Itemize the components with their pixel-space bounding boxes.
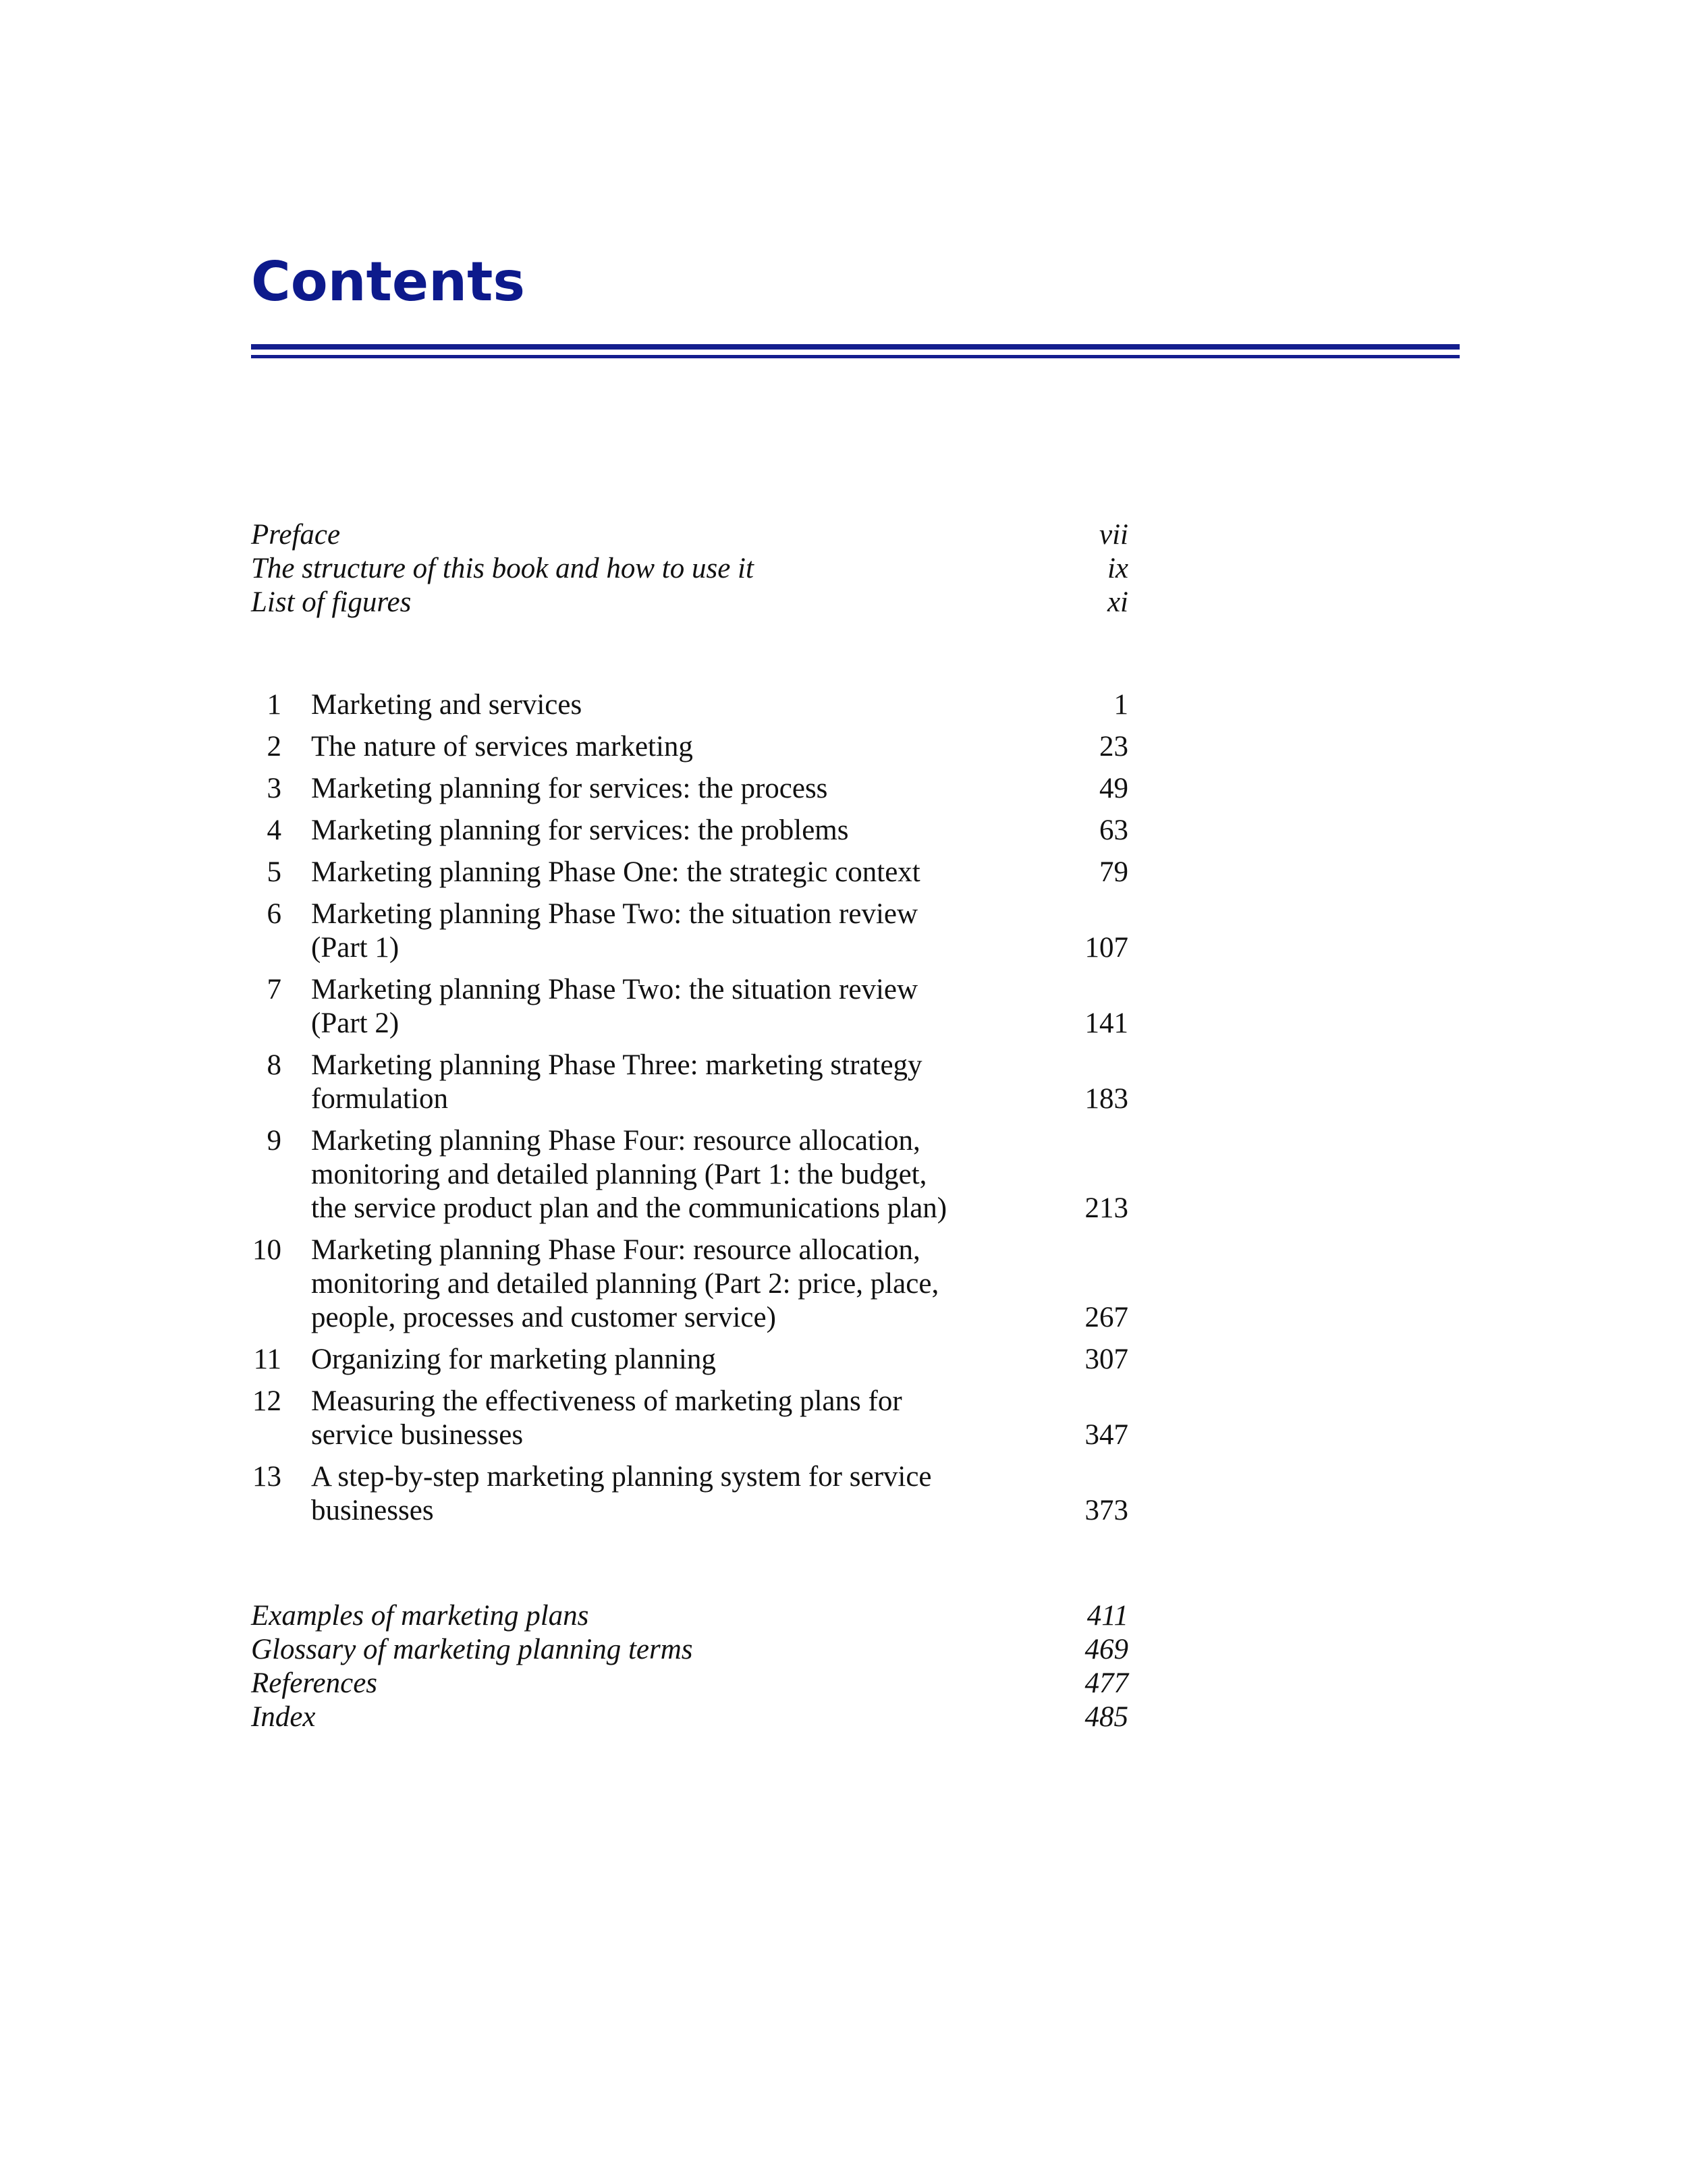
toc-entry-page: 485	[1084, 1701, 1128, 1733]
chapter-number: 1	[267, 689, 281, 721]
chapter-page: 373	[1084, 1495, 1128, 1526]
chapter-title-line: people, processes and customer service)	[311, 1302, 776, 1333]
chapter-number: 8	[267, 1049, 281, 1081]
chapter-number: 2	[267, 731, 281, 763]
chapter-title	[311, 897, 999, 965]
toc-chapter-entry[interactable]	[251, 1124, 1128, 1225]
chapter-page: 183	[1084, 1083, 1128, 1115]
chapter-title-line: monitoring and detailed planning (Part 2: price, place,	[311, 1268, 939, 1300]
toc-entry-preface[interactable]	[251, 518, 1128, 552]
chapter-title-line: Marketing planning Phase Three: marketing strategy	[311, 1049, 922, 1081]
chapter-title	[311, 730, 999, 764]
toc-entry-references[interactable]	[251, 1667, 1128, 1700]
chapter-title-line: Marketing planning for services: the problems	[311, 814, 849, 846]
chapter-title	[311, 1124, 999, 1225]
toc-entry-examples[interactable]	[251, 1599, 1128, 1633]
chapter-number: 5	[267, 856, 281, 888]
chapter-number: 4	[267, 814, 281, 846]
chapter-title-line: Marketing and services	[311, 689, 582, 721]
toc-chapter-entry[interactable]	[251, 688, 1128, 722]
chapter-title	[311, 1234, 999, 1335]
toc-entry-page: 469	[1084, 1634, 1128, 1665]
toc-entry-title: Examples of marketing plans	[251, 1600, 589, 1632]
chapter-page: 79	[1099, 856, 1128, 888]
toc-entry-title: References	[251, 1667, 378, 1699]
chapter-title	[311, 688, 999, 722]
chapter-page: 267	[1084, 1302, 1128, 1333]
chapter-title	[311, 1343, 999, 1377]
toc-entry-index[interactable]	[251, 1700, 1128, 1734]
chapter-page: 1	[1113, 689, 1128, 721]
chapter-list	[251, 688, 1128, 1536]
toc-entry-list-of-figures[interactable]	[251, 586, 1128, 619]
chapter-title	[311, 1460, 999, 1528]
chapter-number: 11	[253, 1343, 281, 1375]
chapter-title-line: Measuring the effectiveness of marketing plans for	[311, 1385, 902, 1417]
toc-entry-title: Glossary of marketing planning terms	[251, 1634, 693, 1665]
toc-entry-page: vii	[1099, 519, 1128, 551]
toc-chapter-entry[interactable]	[251, 973, 1128, 1041]
toc-entry-page: xi	[1107, 586, 1128, 618]
chapter-title	[311, 772, 999, 806]
chapter-title-line: service businesses	[311, 1419, 524, 1451]
toc-entry-title: The structure of this book and how to use it	[251, 553, 754, 584]
chapter-number: 7	[267, 974, 281, 1005]
toc-entry-glossary[interactable]	[251, 1633, 1128, 1667]
chapter-title-line: the service product plan and the communications plan)	[311, 1192, 947, 1224]
chapter-title-line: Marketing planning Phase Four: resource allocation,	[311, 1125, 920, 1157]
chapter-title	[311, 973, 999, 1041]
chapter-title	[311, 1049, 999, 1116]
toc-entry-title: Preface	[251, 519, 341, 551]
page-title: Contents	[251, 250, 525, 313]
title-rule-bottom	[251, 355, 1460, 358]
toc-entry-structure[interactable]	[251, 552, 1128, 586]
toc-chapter-entry[interactable]	[251, 856, 1128, 889]
toc-chapter-entry[interactable]	[251, 814, 1128, 848]
chapter-page: 63	[1099, 814, 1128, 846]
toc-chapter-entry[interactable]	[251, 1049, 1128, 1116]
toc-entry-page: 477	[1084, 1667, 1128, 1699]
toc-chapter-entry[interactable]	[251, 1234, 1128, 1335]
chapter-number: 13	[252, 1461, 281, 1493]
chapter-page: 141	[1084, 1007, 1128, 1039]
chapter-number: 6	[267, 898, 281, 930]
chapter-number: 10	[252, 1234, 281, 1266]
chapter-title	[311, 856, 999, 889]
chapter-title-line: Marketing planning Phase Two: the situation review	[311, 974, 918, 1005]
chapter-title-line: Marketing planning Phase One: the strategic context	[311, 856, 920, 888]
chapter-title-line: The nature of services marketing	[311, 731, 693, 763]
front-matter-list	[251, 518, 1128, 619]
chapter-number: 9	[267, 1125, 281, 1157]
toc-entry-title: Index	[251, 1701, 316, 1733]
chapter-title	[311, 814, 999, 848]
chapter-title	[311, 1385, 999, 1452]
back-matter-list	[251, 1599, 1128, 1734]
chapter-number: 3	[267, 773, 281, 804]
chapter-title-line: Marketing planning Phase Four: resource allocation,	[311, 1234, 920, 1266]
toc-chapter-entry[interactable]	[251, 772, 1128, 806]
toc-chapter-entry[interactable]	[251, 1460, 1128, 1528]
chapter-page: 107	[1084, 932, 1128, 964]
toc-entry-page: 411	[1086, 1600, 1128, 1632]
toc-chapter-entry[interactable]	[251, 897, 1128, 965]
chapter-page: 213	[1084, 1192, 1128, 1224]
chapter-title-line: Marketing planning for services: the process	[311, 773, 828, 804]
toc-entry-page: ix	[1107, 553, 1128, 584]
chapter-title-line: Marketing planning Phase Two: the situation review	[311, 898, 918, 930]
chapter-title-line: (Part 2)	[311, 1007, 400, 1039]
chapter-page: 347	[1084, 1419, 1128, 1451]
chapter-title-line: Organizing for marketing planning	[311, 1343, 716, 1375]
chapter-title-line: monitoring and detailed planning (Part 1: the budget,	[311, 1159, 927, 1190]
chapter-page: 23	[1099, 731, 1128, 763]
chapter-title-line: formulation	[311, 1083, 449, 1115]
chapter-number: 12	[252, 1385, 281, 1417]
chapter-title-line: (Part 1)	[311, 932, 400, 964]
chapter-title-line: A step-by-step marketing planning system for service	[311, 1461, 932, 1493]
toc-chapter-entry[interactable]	[251, 1343, 1128, 1377]
toc-chapter-entry[interactable]	[251, 730, 1128, 764]
title-rule-top	[251, 344, 1460, 350]
toc-chapter-entry[interactable]	[251, 1385, 1128, 1452]
chapter-page: 49	[1099, 773, 1128, 804]
chapter-title-line: businesses	[311, 1495, 434, 1526]
toc-entry-title: List of figures	[251, 586, 412, 618]
chapter-page: 307	[1084, 1343, 1128, 1375]
